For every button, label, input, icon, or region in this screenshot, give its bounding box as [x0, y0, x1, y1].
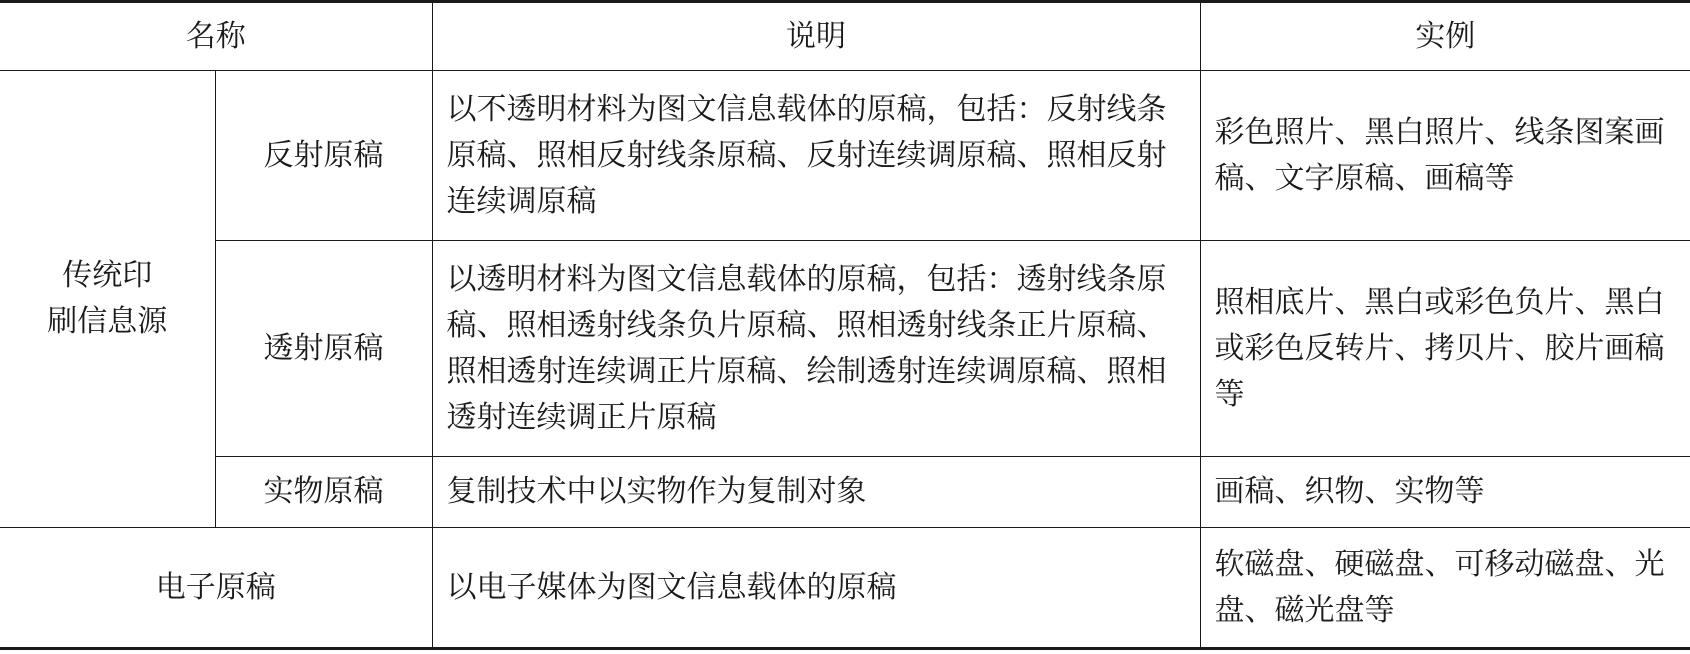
table-header-row: [0, 2, 1690, 71]
table-row: [0, 457, 1690, 528]
row-name: 透射原稿: [215, 241, 432, 457]
header-example: 实例: [1200, 2, 1690, 71]
row-description-electronic: 以电子媒体为图文信息载体的原稿: [432, 528, 1200, 649]
row-name: 实物原稿: [215, 457, 432, 528]
row-description: 以透明材料为图文信息载体的原稿，包括：透射线条原稿、照相透射线条负片原稿、照相透射线条正片原稿、照相透射连续调正片原稿、绘制透射连续调原稿、照相透射连续调正片原稿: [432, 241, 1200, 457]
row-name: 反射原稿: [215, 71, 432, 241]
table-row: [0, 71, 1690, 241]
row-example-electronic: 软磁盘、硬磁盘、可移动磁盘、光盘、磁光盘等: [1200, 528, 1690, 649]
header-description: 说明: [432, 2, 1200, 71]
row-description: 以不透明材料为图文信息载体的原稿，包括：反射线条原稿、照相反射线条原稿、反射连续调原稿、照相反射连续调原稿: [432, 71, 1200, 241]
row-example: 画稿、织物、实物等: [1200, 457, 1690, 528]
row-example: 彩色照片、黑白照片、线条图案画稿、文字原稿、画稿等: [1200, 71, 1690, 241]
row-example: 照相底片、黑白或彩色负片、黑白或彩色反转片、拷贝片、胶片画稿等: [1200, 241, 1690, 457]
row-name-electronic: 电子原稿: [0, 528, 432, 649]
header-name: 名称: [0, 2, 432, 71]
table-row: [0, 241, 1690, 457]
table-row: [0, 528, 1690, 649]
group-traditional-print-source: 传统印 刷信息源: [0, 71, 215, 528]
row-description: 复制技术中以实物作为复制对象: [432, 457, 1200, 528]
